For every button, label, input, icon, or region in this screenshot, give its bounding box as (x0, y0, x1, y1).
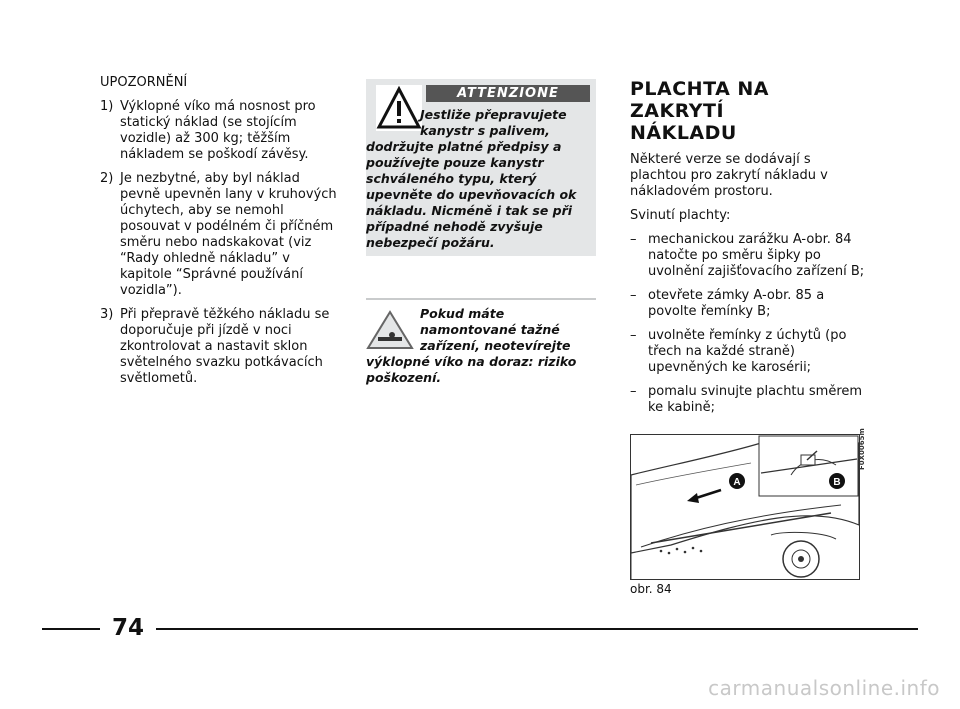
item-text: Výklopné víko má nosnost pro statický náklad (se stojícím vozidle) až 300 kg; těžším nákladem se poškodí závěsy. (120, 99, 316, 162)
item-number: 2) (100, 171, 114, 186)
figure-code: F0X0065m (858, 428, 866, 470)
section-title (630, 78, 870, 144)
warning-text (366, 107, 592, 251)
warning-list (100, 99, 340, 387)
item-text: Při přepravě těžkého nákladu se doporučuje při jízdě v noci zkontrolovat a nastavit sklon světelného svazku potkávacích světlometů. (120, 307, 330, 386)
divider (366, 298, 596, 300)
warning-body: dodržujte platné předpisy a používejte pouze kanystr schváleného typu, který upevněte do upevňovacích ok nákladu. Nicméně i tak se při případné nehodě zvyšuje nebezpečí požáru. (366, 139, 577, 250)
left-column (100, 75, 340, 395)
step-text: pomalu svinujte plachtu směrem ke kabině; (648, 384, 863, 415)
dash: – (630, 384, 637, 399)
warning-lead: Jestliže přepravujete kanystr s palivem, (420, 107, 567, 138)
steps-list (630, 232, 870, 416)
page-number: 74 (111, 615, 144, 641)
note-text (366, 306, 596, 386)
title-line-1: PLACHTA NA ZAKRYTÍ (630, 78, 769, 122)
watermark: carmanualsonline.info (708, 676, 940, 700)
dash: – (630, 328, 637, 343)
step-text: otevřete zámky A-obr. 85 a povolte řemínky B; (648, 288, 825, 319)
middle-column (366, 79, 596, 394)
step-text: uvolněte řemínky z úchytů (po třech na každé straně) upevněných ke karosérii; (648, 328, 847, 375)
label-b: B (833, 477, 841, 488)
list-item (630, 328, 870, 376)
cargo-cover-illustration (630, 434, 860, 580)
footer-rule-left (42, 628, 100, 630)
figure-caption: obr. 84 (630, 582, 672, 596)
item-number: 3) (100, 307, 114, 322)
item-number: 1) (100, 99, 114, 114)
dash: – (630, 288, 637, 303)
warning-box (366, 79, 596, 256)
note-box (366, 304, 596, 394)
subheading: Svinutí plachty: (630, 208, 731, 223)
warning-header: ATTENZIONE (426, 85, 590, 102)
right-column (630, 78, 870, 424)
item-text: Je nezbytné, aby byl náklad pevně upevněn lany v kruhových úchytech, aby se nemohl posouvat v podélném či příčném směru nebo nadskakovat (viz “Rady ohledně nákladu” v kapitole “Správné používání vozidla”). (120, 171, 337, 298)
title-line-2: NÁKLADU (630, 122, 737, 144)
dash: – (630, 232, 637, 247)
intro-text: Některé verze se dodávají s plachtou pro zakrytí nákladu v nákladovém prostoru. (630, 152, 828, 199)
list-item (100, 307, 340, 387)
warning-heading: UPOZORNĚNÍ (100, 75, 188, 90)
note-lead: Pokud máte namontované tažné zařízení, neotevírejte (420, 306, 571, 353)
list-item (100, 171, 340, 299)
step-text: mechanickou zarážku A-obr. 84 natočte po směru šipky po uvolnění zajišťovacího zařízení B; (648, 232, 865, 279)
list-item (630, 288, 870, 320)
label-a: A (733, 477, 741, 488)
note-body: výklopné víko na doraz: riziko poškození. (366, 354, 577, 385)
list-item (630, 384, 870, 416)
list-item (630, 232, 870, 280)
footer-rule-right (156, 628, 918, 630)
list-item (100, 99, 340, 163)
